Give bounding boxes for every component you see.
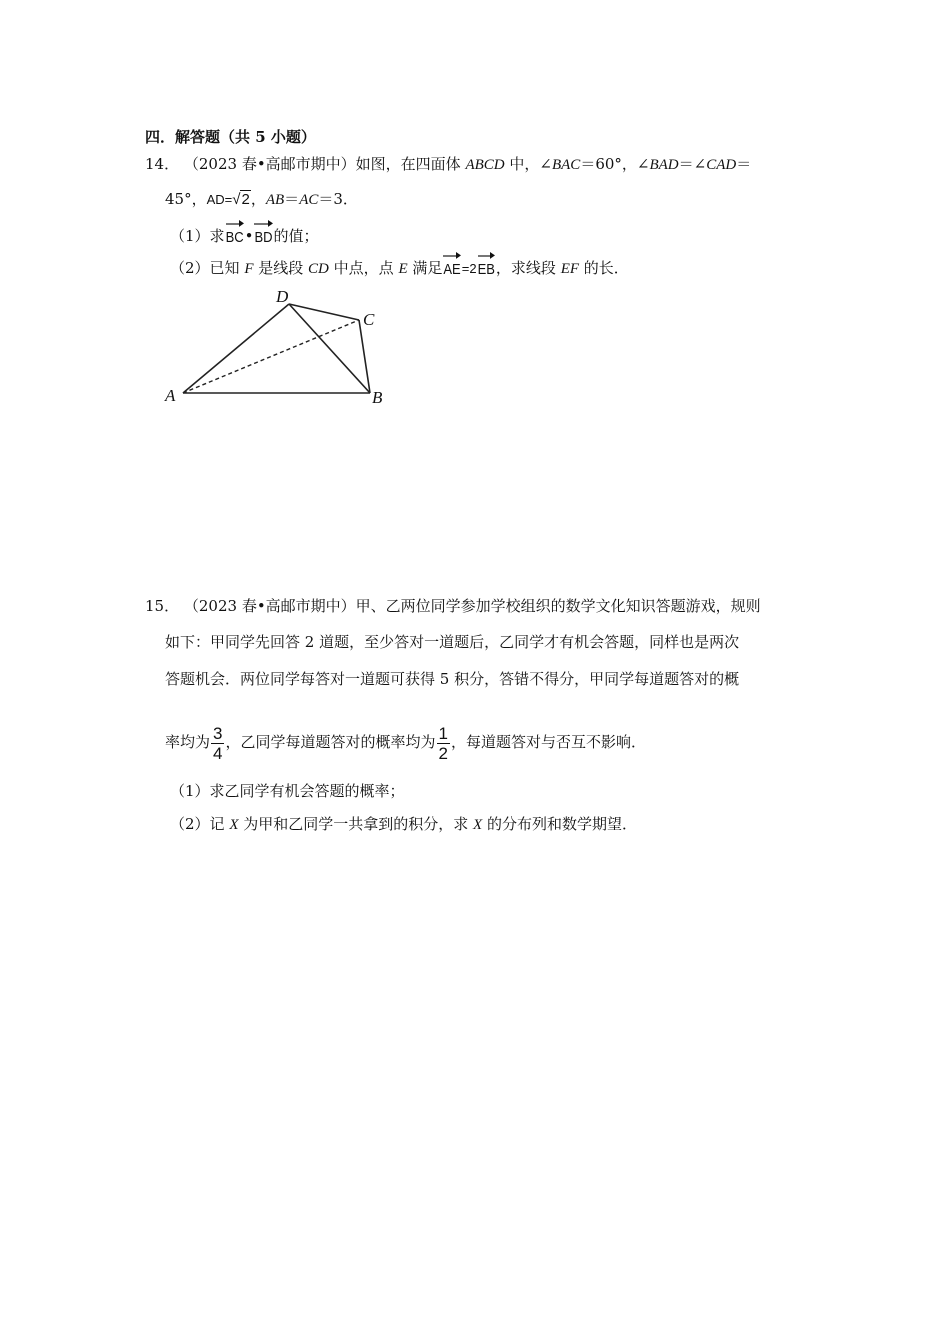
vector-ae: AE <box>443 255 460 279</box>
stem-text: 中，∠ <box>504 155 552 173</box>
numerator: 3 <box>213 723 223 743</box>
part-text: 求 <box>209 227 225 245</box>
stem-text: ，乙同学每道题答对的概率均为 <box>225 733 436 751</box>
radicand: 2 <box>241 191 250 208</box>
stem-text: ＝∠ <box>678 155 707 173</box>
part-text: 的长． <box>579 259 629 277</box>
math-var: BAD <box>649 157 679 173</box>
math-var: AB <box>265 192 285 208</box>
part-label: （1） <box>170 782 210 800</box>
problem-15-line3: 答题机会．两位同学每答对一道题可获得 5 积分，答错不得分，甲同学每道题答对的概 <box>165 670 740 688</box>
vertex-label-c: C <box>363 310 375 329</box>
problem-source: （2023 春•高邮市期中） <box>183 597 356 615</box>
edge-db <box>289 304 370 393</box>
problem-number: 14． <box>145 155 180 173</box>
problem-15-line1 <box>145 597 761 615</box>
part-label: （2） <box>170 259 210 277</box>
sqrt-expression <box>232 190 251 208</box>
math-var: X <box>229 817 239 833</box>
problem-14-line1 <box>145 155 751 174</box>
fraction-three-quarters <box>211 724 224 763</box>
problem-source: （2023 春•高邮市期中） <box>183 155 356 173</box>
vertex-label-b: B <box>372 388 383 407</box>
sqrt-sign: √ <box>232 191 241 208</box>
problem-15-part2 <box>170 815 637 834</box>
problem-number: 15． <box>145 597 180 615</box>
problem-14-part1 <box>170 225 319 246</box>
part-label: （2） <box>170 815 210 833</box>
problem-14-line2 <box>165 190 358 209</box>
denominator: 4 <box>213 743 223 763</box>
dot-operator: • <box>244 227 254 245</box>
part-label: （1） <box>170 227 210 245</box>
vertex-label-a: A <box>165 386 176 405</box>
problem-14-part2 <box>170 257 629 278</box>
stem-text: ，每道题答对与否互不影响． <box>450 733 646 751</box>
stem-text: 率均为 <box>165 733 211 751</box>
stem-text: ＝3． <box>318 190 358 208</box>
part-text: 是线段 <box>253 259 309 277</box>
part-text: ，求线段 <box>495 259 561 277</box>
part-text: 已知 <box>209 259 245 277</box>
part-text: 的分布列和数学期望． <box>482 815 637 833</box>
part-text: 求乙同学有机会答题的概率； <box>209 782 405 800</box>
part-text: 满足 <box>407 259 443 277</box>
math-var: AC <box>299 192 319 208</box>
vertex-label-d: D <box>276 287 289 306</box>
part-text: 记 <box>209 815 230 833</box>
stem-text: ＝60°，∠ <box>580 155 650 173</box>
stem-text: 如图，在四面体 <box>355 155 466 173</box>
math-var: CAD <box>706 157 737 173</box>
math-var: E <box>398 261 408 277</box>
edge-ad <box>183 304 289 393</box>
math-var: BAC <box>551 157 581 173</box>
stem-text: ， <box>250 190 266 208</box>
edge-ac-hidden <box>183 320 359 393</box>
denominator: 2 <box>438 743 448 763</box>
fraction-one-half <box>437 724 450 763</box>
part-text: 为甲和乙同学一共拿到的积分，求 <box>238 815 474 833</box>
math-var: F <box>244 261 254 277</box>
section-heading: 四．解答题（共 5 小题） <box>145 128 316 146</box>
math-var: CD <box>308 261 329 277</box>
math-var: X <box>473 817 483 833</box>
stem-text: ＝ <box>284 190 300 208</box>
math-var: ABCD <box>465 157 505 173</box>
problem-15-part1 <box>170 782 405 800</box>
problem-15-line4 <box>165 722 646 763</box>
stem-text: 甲、乙两位同学参加学校组织的数学文化知识答题游戏，规则 <box>355 597 761 615</box>
part-text: 中点，点 <box>328 259 399 277</box>
problem-15-line2: 如下：甲同学先回答 2 道题，至少答对一道题后，乙同学才有机会答题，同样也是两次 <box>165 633 740 651</box>
math-expression: AD= <box>206 192 233 207</box>
vector-bc: BC <box>226 223 244 247</box>
tetrahedron-figure <box>155 280 405 410</box>
math-var: EF <box>560 261 580 277</box>
equals-two: =2 <box>461 261 477 276</box>
edge-dc <box>289 304 359 320</box>
numerator: 1 <box>438 723 448 743</box>
stem-text: 45°， <box>165 190 207 208</box>
part-text: 的值； <box>273 227 319 245</box>
vector-eb: EB <box>478 255 495 279</box>
vector-bd: BD <box>254 223 272 247</box>
stem-text: ＝ <box>736 155 752 173</box>
